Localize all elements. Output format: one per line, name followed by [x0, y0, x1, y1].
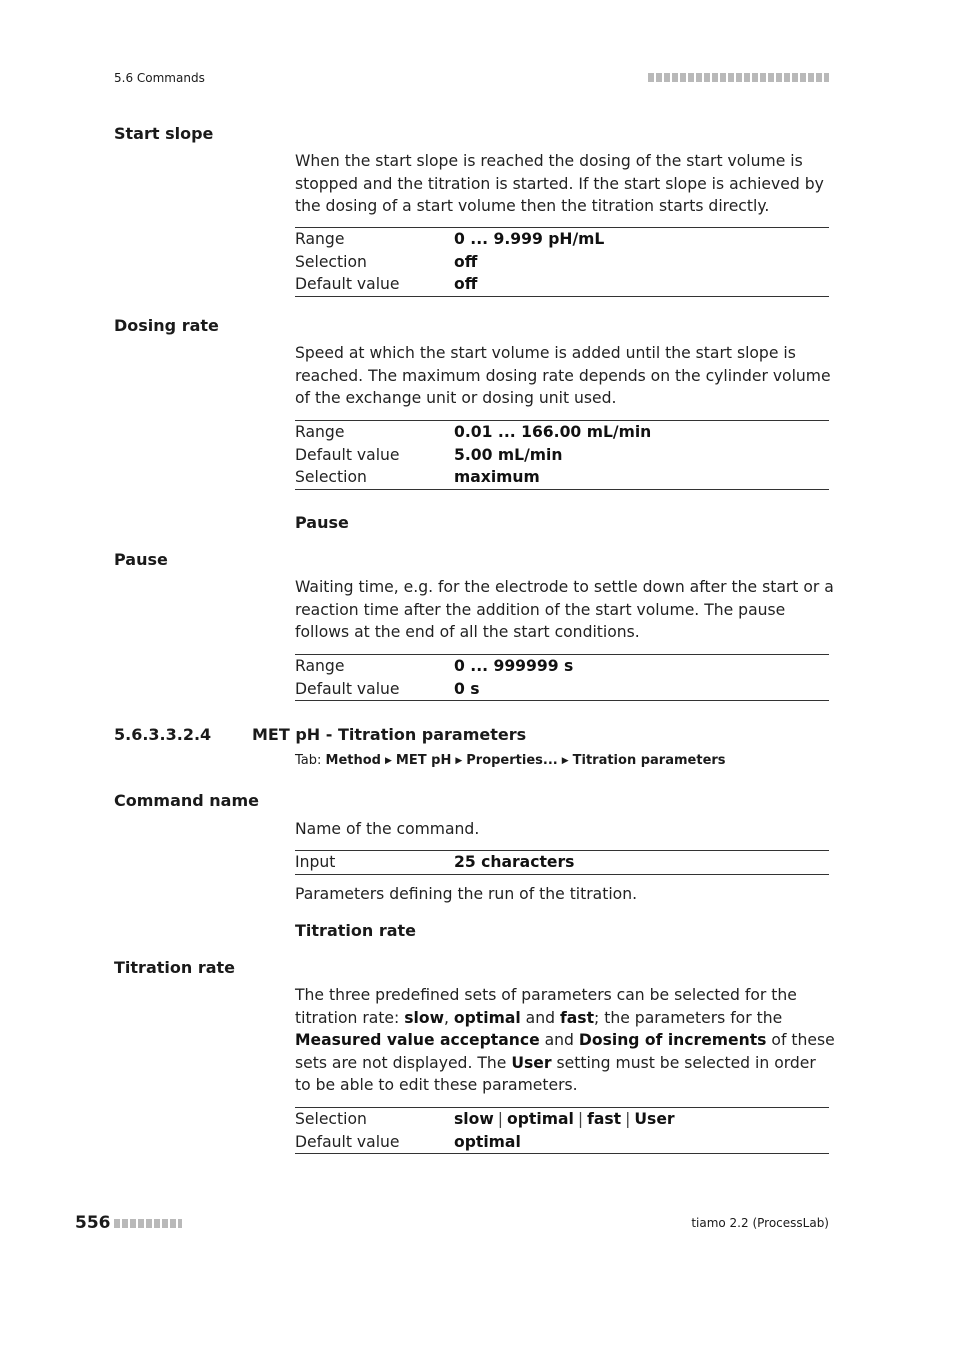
running-header-section: 5.6 Commands — [114, 71, 205, 85]
row-key: Range — [295, 657, 345, 675]
text-run: ; the parameters for the — [594, 1008, 783, 1027]
text-run: and — [539, 1031, 579, 1049]
row-value: 0.01 ... 166.00 mL/min — [454, 423, 652, 441]
text-run-bold: slow — [404, 1008, 444, 1027]
row-key: Range — [295, 230, 345, 248]
command-name-heading: Command name — [114, 791, 259, 810]
footer-dot-rule — [114, 1219, 182, 1228]
titration-rate-table — [295, 1107, 829, 1154]
start-slope-heading: Start slope — [114, 124, 214, 143]
table-row — [295, 444, 829, 467]
titration-parameters-intro: Parameters defining the run of the titration. — [295, 885, 638, 903]
titration-rate-heading: Titration rate — [114, 958, 236, 977]
row-value — [454, 1108, 675, 1131]
text-run: and — [520, 1008, 560, 1027]
tab-prefix: Tab: — [295, 753, 322, 768]
row-key: Selection — [295, 252, 367, 271]
breadcrumb-item: Properties... — [466, 753, 558, 768]
option: fast — [587, 1110, 622, 1128]
row-key: Range — [295, 423, 345, 441]
breadcrumb-item: MET pH — [395, 753, 452, 768]
row-key: Default value — [295, 275, 400, 293]
separator: | — [577, 1110, 584, 1128]
dosing-rate-description: Speed at which the start volume is added until the start slope is reached. The maximum dosing rate depends on the cylinder volume of the exchange unit or dosing unit used. — [295, 344, 831, 407]
text-run-bold: Measured value acceptance — [295, 1031, 540, 1049]
tab-breadcrumb — [295, 753, 726, 768]
header-dot-rule — [648, 73, 829, 82]
text-run: , — [444, 1008, 454, 1027]
section-number: 5.6.3.3.2.4 — [114, 725, 212, 744]
table-row — [295, 273, 829, 296]
breadcrumb-item: Method — [325, 753, 381, 768]
row-value: 0 ... 999999 s — [454, 657, 574, 675]
text-run-bold: fast — [559, 1008, 595, 1027]
text-run-bold: optimal — [453, 1008, 521, 1027]
breadcrumb-arrow-icon: ▶ — [385, 756, 392, 766]
table-row — [295, 678, 829, 701]
separator: | — [497, 1110, 504, 1128]
table-row — [295, 421, 829, 444]
text-run: The three predefined sets of parameters can be selected for the titration rate: — [295, 986, 797, 1027]
command-name-description: Name of the command. — [295, 820, 480, 838]
pause-table — [295, 654, 829, 701]
table-row — [295, 1131, 829, 1154]
row-key: Selection — [295, 1110, 367, 1128]
table-row — [295, 655, 829, 678]
text-run-bold: Dosing of increments — [578, 1031, 767, 1049]
table-row — [295, 228, 829, 251]
row-value: 25 characters — [454, 853, 575, 871]
titration-rate-description — [295, 984, 835, 1097]
pause-heading: Pause — [114, 550, 168, 569]
text-run: of these sets are not displayed. The — [295, 1031, 835, 1072]
table-row — [295, 1108, 829, 1131]
row-value: 0 s — [454, 679, 480, 698]
option: optimal — [507, 1110, 574, 1128]
breadcrumb-arrow-icon: ▶ — [455, 756, 463, 766]
row-value: 0 ... 9.999 pH/mL — [454, 230, 605, 248]
row-key: Default value — [295, 1132, 400, 1151]
breadcrumb-item: Titration parameters — [572, 753, 726, 768]
table-row — [295, 466, 829, 489]
dosing-rate-heading: Dosing rate — [114, 316, 219, 335]
section-title: MET pH - Titration parameters — [252, 725, 527, 744]
command-name-table — [295, 850, 829, 875]
row-key: Default value — [295, 445, 400, 464]
row-value: 5.00 mL/min — [454, 445, 563, 464]
option: slow — [454, 1110, 494, 1128]
start-slope-description: When the start slope is reached the dosing of the start volume is stopped and the titration is started. If the start slope is achieved by the dosing of a start volume then the titration starts directly. — [295, 152, 824, 215]
option: User — [634, 1110, 675, 1128]
row-value: off — [454, 252, 478, 271]
row-key: Selection — [295, 468, 367, 486]
separator: | — [625, 1110, 631, 1128]
pause-description: Waiting time, e.g. for the electrode to settle down after the start or a reaction time after the addition of the start volume. The pause follows at the end of all the start conditions. — [295, 578, 834, 641]
page-number: 556 — [75, 1213, 111, 1233]
row-key: Input — [295, 853, 336, 871]
row-value: optimal — [454, 1132, 521, 1151]
text-run-bold: User — [511, 1053, 552, 1072]
breadcrumb-arrow-icon: ▶ — [561, 756, 569, 766]
row-key: Default value — [295, 679, 400, 698]
row-value: off — [454, 275, 478, 293]
pause-subheading: Pause — [295, 513, 349, 532]
text-run: setting must be selected in order to be able to edit these parameters. — [295, 1053, 816, 1094]
dosing-rate-table — [295, 420, 829, 490]
row-value: maximum — [454, 468, 540, 486]
start-slope-table — [295, 227, 829, 297]
table-row — [295, 251, 829, 274]
footer-product: tiamo 2.2 (ProcessLab) — [691, 1216, 829, 1230]
table-row — [295, 851, 829, 874]
titration-rate-subheading: Titration rate — [295, 921, 417, 940]
